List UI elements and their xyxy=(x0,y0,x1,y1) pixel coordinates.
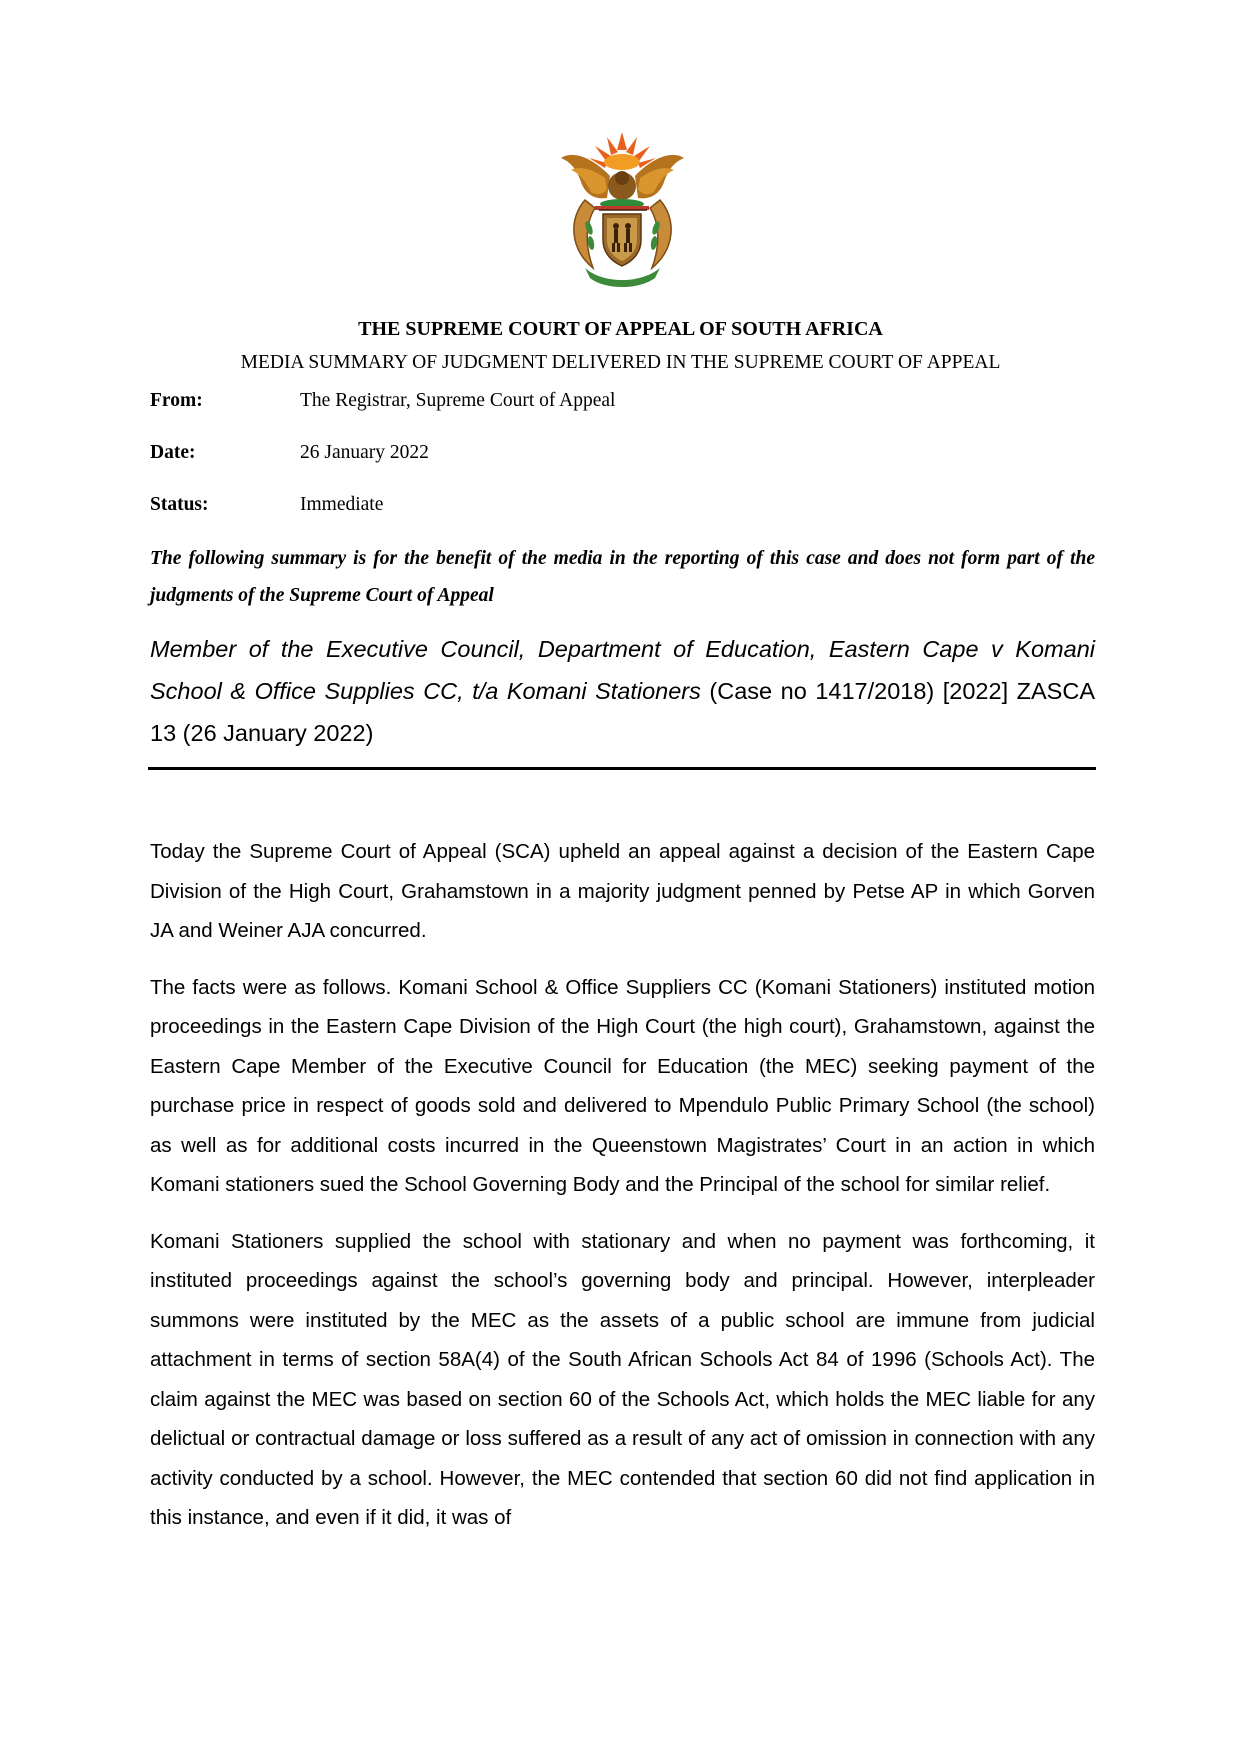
body-paragraph: Komani Stationers supplied the school with stationary and when no payment was forthcoming, it instituted proceedings against the school’s governing body and principal. However, interpleader summons were instituted by the MEC as the assets of a public school are immune from judicial attachment in terms of section 58A(4) of the South African Schools Act 84 of 1996 (Schools Act). The claim against the MEC was based on section 60 of the Schools Act, which holds the MEC liable for any delictual or contractual damage or loss suffered as a result of any act of omission in connection with any activity conducted by a school. However, the MEC contended that section 60 did not find application in this instance, and even if it did, it was of xyxy=(150,1229,1095,1529)
court-title: THE SUPREME COURT OF APPEAL OF SOUTH AFRICA xyxy=(358,318,883,340)
body-paragraph: The facts were as follows. Komani School & Office Suppliers CC (Komani Stationers) instituted motion proceedings in the Eastern Cape Division of the High Court (the high court), Grahamstown, against the Eastern Cape Member of the Executive Council for Education (the MEC) seeking payment of the purchase price in respect of goods sold and delivered to Mpendulo Public Primary School (the school) as well as for additional costs incurred in the Queenstown Magistrates’ Court in an action in which Komani stationers sued the School Governing Body and the Principal of the school for similar relief. xyxy=(150,975,1095,1196)
body-paragraph: Today the Supreme Court of Appeal (SCA) upheld an appeal against a decision of the Eastern Cape Division of the High Court, Grahamstown in a majority judgment penned by Petse AP in which Gorven JA and Weiner AJA concurred. xyxy=(150,840,1095,942)
case-citation xyxy=(150,628,1095,754)
document-subtitle: MEDIA SUMMARY OF JUDGMENT DELIVERED IN THE SUPREME COURT OF APPEAL xyxy=(240,352,1001,373)
meta-status-label: Status: xyxy=(150,494,209,515)
meta-date-label: Date: xyxy=(150,442,196,463)
meta-status-value: Immediate xyxy=(300,494,384,515)
meta-from-value: The Registrar, Supreme Court of Appeal xyxy=(300,390,616,411)
south-africa-coat-of-arms-icon xyxy=(555,128,690,288)
section-divider xyxy=(148,767,1096,770)
case-reference: (Case no 1417/2018) [2022] ZASCA 13 (26 January 2022) xyxy=(150,678,1095,746)
summary-body xyxy=(150,832,1095,1555)
meta-from-label: From: xyxy=(150,390,203,411)
meta-date-value: 26 January 2022 xyxy=(300,442,429,463)
media-disclaimer: The following summary is for the benefit of the media in the reporting of this case and does not form part of the judgments of the Supreme Court of Appeal xyxy=(150,548,1095,606)
case-name: Member of the Executive Council, Department of Education, Eastern Cape v Komani School & Office Supplies CC, t/a Komani Stationers xyxy=(150,636,1095,704)
